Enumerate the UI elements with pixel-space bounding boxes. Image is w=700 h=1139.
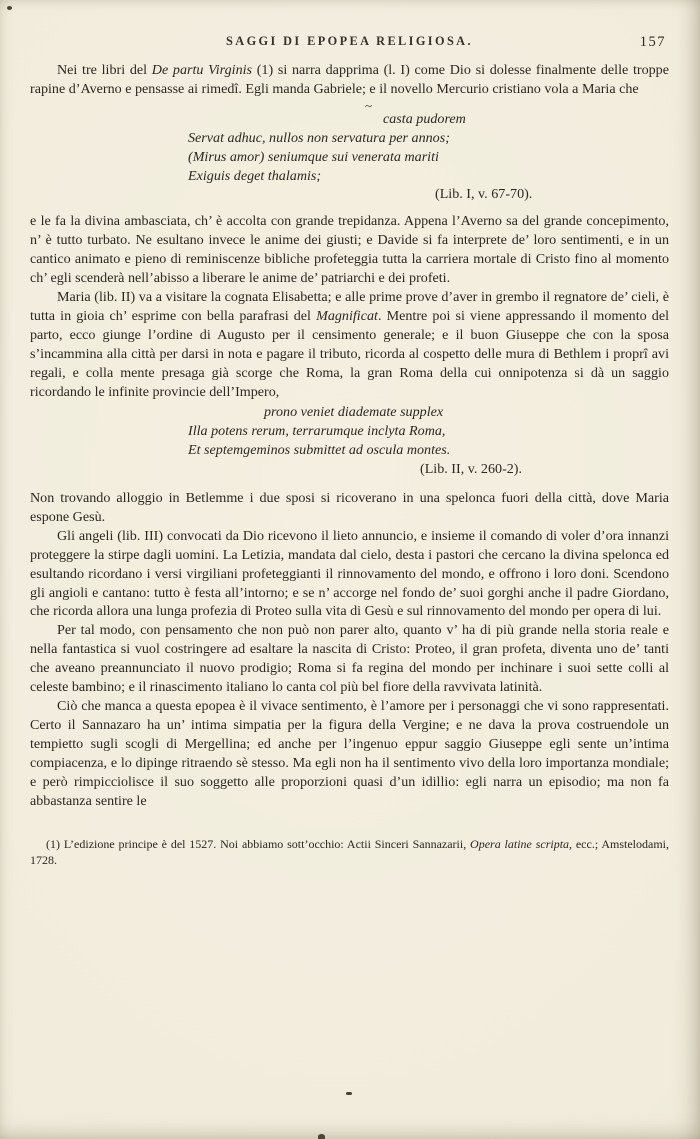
text-body bbox=[30, 61, 669, 810]
verse-line: (Mirus amor) seniumque sui venerata mariti bbox=[188, 148, 439, 165]
paragraph bbox=[30, 61, 669, 99]
paragraph bbox=[30, 489, 669, 527]
verse-quotation bbox=[188, 97, 669, 205]
text-run: (1) L’edizione principe è del 1527. Noi abbiamo sott’occhio: Actii Sinceri Sannazarii, bbox=[46, 837, 471, 852]
paragraph bbox=[30, 697, 669, 810]
verse-line: prono veniet diademate supplex bbox=[264, 404, 444, 421]
verse-line: Exiguis deget thalamis; bbox=[188, 167, 322, 184]
ink-speck bbox=[346, 1092, 352, 1095]
text-run: e le fa la divina ambasciata, ch’ è accolta con grande trepidanza. Appena l’Averno sa del grande concepimento, n’ è tutto turbato. Ne esultano invece le anime dei giusti; e Davide si fa interprete de’ loro sentimenti, e in un cantico animato e pieno di reminiscenze bibliche profeteggia tutta la carriera mortale di Cristo fino al momento ch’ egli scenderà nell’abisso a liberare le anime de’ patriarchi e dei profeti. bbox=[30, 213, 669, 287]
verse-line: Et septemgeminos submittet ad oscula montes. bbox=[188, 442, 451, 459]
text-run: (1) si narra dapprima (l. I) come Dio si dolesse finalmente delle troppe rapine d’Averno e pensasse ai rimedî. Egli manda Gabriele; e il novello Mercurio cristiano vola a Maria che bbox=[30, 62, 669, 97]
verse-citation: (Lib. II, v. 260-2). bbox=[420, 461, 523, 478]
page-header bbox=[30, 34, 669, 52]
text-run: , ecc.; Amstelodami, 1728. bbox=[30, 837, 669, 867]
paragraph bbox=[30, 527, 669, 622]
verse-line: Servat adhuc, nullos non servatura per annos; bbox=[188, 129, 450, 146]
page-number: 157 bbox=[639, 34, 666, 50]
running-title: SAGGI DI EPOPEA RELIGIOSA. bbox=[226, 34, 473, 48]
verse-line: Illa potens rerum, terrarumque inclyta Roma, bbox=[188, 423, 446, 440]
text-run: Nei tre libri del bbox=[57, 62, 152, 78]
ink-speck bbox=[7, 6, 12, 10]
paragraph bbox=[30, 212, 669, 288]
ink-mark: ~ bbox=[365, 97, 373, 113]
footnote-text bbox=[30, 837, 669, 868]
verse-citation: (Lib. I, v. 67-70). bbox=[435, 186, 533, 203]
paragraph bbox=[30, 621, 669, 697]
footnote bbox=[30, 837, 669, 868]
text-run: . Mentre poi si viene appressando il momento del parto, ecco giunge l’ordine di Augusto per il censimento generale; e il buon Giuseppe che con la sposa s’incammina alla città per darsi in nota e pagare il tributo, ricorda al cospetto delle mura di Bethlem i proprî avi regali, e colla mente presaga già scorge che Roma, la gran Roma della cui onnipotenza si dà un saggio ricordando le infinite provincie dell’Impero, bbox=[30, 307, 669, 400]
italic-text: Magnificat bbox=[316, 307, 378, 324]
verse-quotation bbox=[188, 403, 669, 479]
text-run: Per tal modo, con pensamento che non può non parer alto, quanto v’ ha di più grande nella storia reale e nella fantastica si vuol costringere ad esaltare la nascita di Cristo: Proteo, il gran profeta, diventa uno de’ tanti che aveano preannunciato il nuovo prodigio; Roma si fa regina del mondo per inchinare i suoi sette colli al celeste bambino; e il rinascimento italiano lo canta col più bel fiore della ravvivata latinità. bbox=[30, 622, 669, 696]
text-run: Non trovando alloggio in Betlemme i due sposi si ricoverano in una spelonca fuori della città, dove Maria espone Gesù. bbox=[30, 490, 669, 525]
italic-text: Opera latine scripta bbox=[470, 837, 570, 852]
paragraph bbox=[30, 288, 669, 401]
verse-line: casta pudorem bbox=[383, 110, 466, 127]
text-run: Gli angeli (lib. III) convocati da Dio ricevono il lieto annuncio, e insieme il comando di voler d’ora innanzi proteggere la stirpe dagli uomini. La Letizia, mandata dal cielo, desta i pastori che cercano la divina spelonca ed esultando ricordano i versi virgiliani profeteggianti il rinnovamento del mondo, e offrono i loro doni. Scendono gli angioli e cantano: tutto è festa all’intorno; e se n’ accorge nel fondo de’ suoi gorghi anche il padre Giordano, che ricorda allora una lunga profezia di Proteo sulla vita di Gesù e sul rinnovamento del mondo per opera di lui. bbox=[30, 527, 669, 620]
text-run: Ciò che manca a questa epopea è il vivace sentimento, è l’amore per i personaggi che vi sono rappresentati. Certo il Sannazaro ha un’ intima simpatia per la figura della Vergine; e ne dava la prova costruendole un tempietto sugli scogli di Mergellina; ed anche per l’ingenuo eppur saggio Giuseppe egli sente un’intima compiacenza, e lo dipinge ritraendo sè stesso. Ma egli non ha il sentimento vivo della loro importanza mondiale; e però rimpicciolisce il suo soggetto alle proporzioni quasi d’un idillio: egli narra un episodio; ma non fa abbastanza sentire le bbox=[30, 698, 669, 809]
ink-speck bbox=[318, 1134, 325, 1139]
text-run: Maria (lib. II) va a visitare la cognata Elisabetta; e alle prime prove d’aver in grembo il regnatore de’ cieli, è tutta in gioia ch’ esprime con bella parafrasi del bbox=[30, 288, 669, 324]
italic-text: De partu Virginis bbox=[151, 62, 253, 78]
